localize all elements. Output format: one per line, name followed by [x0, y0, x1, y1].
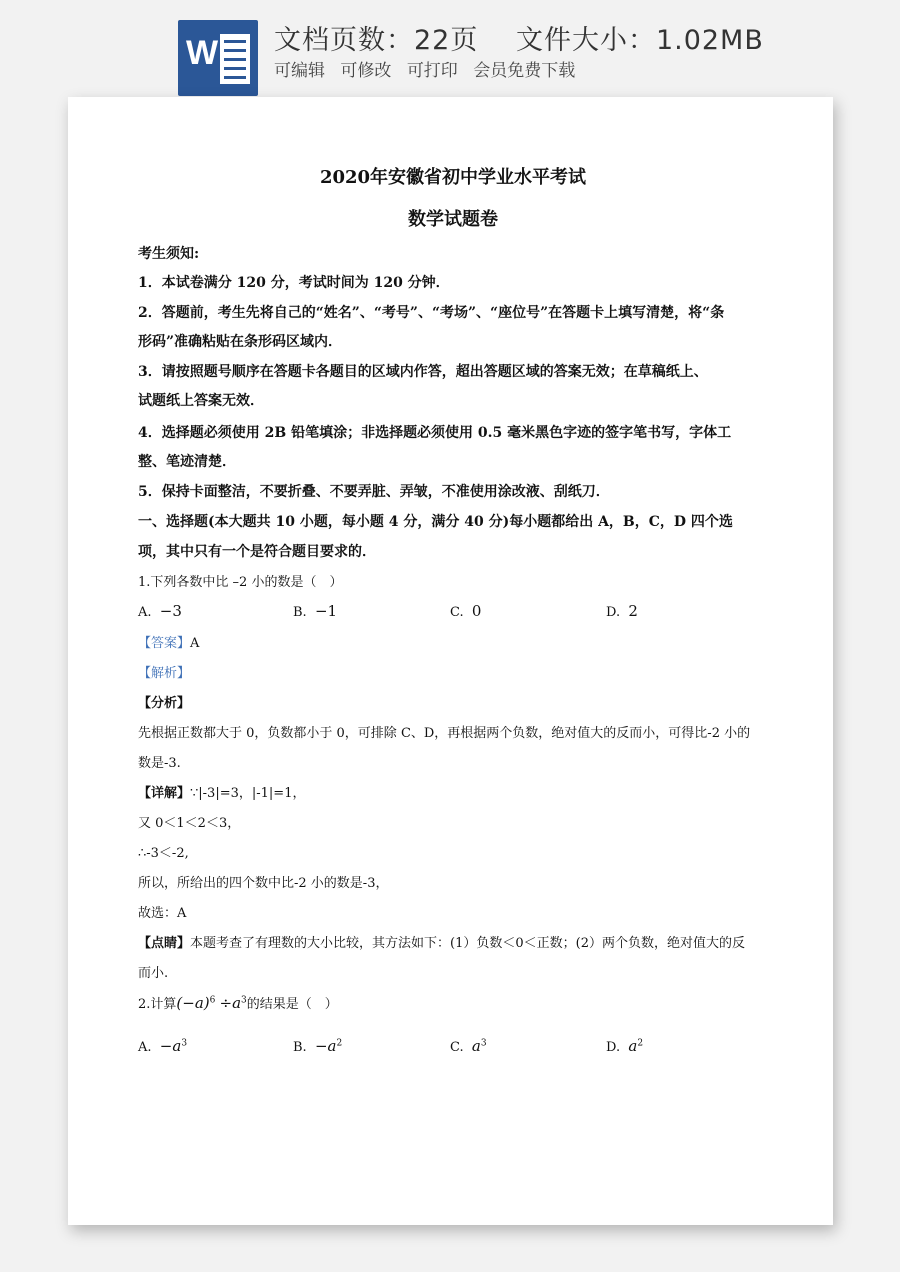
q1-detail-line: 故选：A — [138, 906, 187, 921]
notice-heading: 考生须知: — [138, 246, 200, 262]
q1-option-d: D. 2 — [606, 602, 638, 620]
notice-item: 形码”准确粘贴在条形码区域内． — [138, 334, 343, 350]
q2-option-a: A. $-a^3$ — [138, 1037, 188, 1055]
q1-option-b: B. −1 — [293, 602, 338, 620]
q1-comment: 【点睛】本题考查了有理数的大小比较，其方法如下：(1）负数＜0＜正数；(2）两个负数，绝对值大的反 — [138, 936, 745, 951]
notice-item: 2．答题前，考生先将自己的“姓名”、“考号”、“考场”、“座位号”在答题卡上填写清楚，将“条 — [138, 305, 725, 321]
q1-comment-line: 而小. — [138, 966, 169, 981]
q1-option-c: C. 0 — [450, 602, 482, 620]
feature-modifiable: 可修改 — [340, 61, 392, 81]
q1-analysis-tag: 【解析】 — [138, 666, 191, 681]
feature-printable: 可打印 — [406, 61, 458, 81]
feature-editable: 可编辑 — [274, 61, 325, 81]
q1-fenxi-tag: 【分析】 — [138, 696, 191, 711]
document-page — [68, 97, 833, 1225]
document-stats: 文档页数：22页 文件大小：1.02MB — [274, 25, 764, 56]
q1-detail-line: 又 0＜1＜2＜3， — [138, 816, 241, 831]
notice-item: 整、笔迹清楚． — [138, 454, 236, 470]
exam-title: 2020年安徽省初中学业水平考试 — [319, 167, 587, 188]
feature-list — [274, 56, 585, 81]
q1-detail-line: ∴-3＜-2, — [138, 846, 189, 861]
notice-item: 3．请按照题号顺序在答题卡各题目的区域内作答，超出答题区域的答案无效；在草稿纸上、 — [138, 364, 708, 380]
q2-option-c: C. $a^3$ — [450, 1037, 487, 1055]
q2-option-b: B. $-a^2$ — [293, 1037, 343, 1055]
q1-option-a: A. −3 — [138, 602, 182, 620]
document-info-banner — [0, 0, 900, 100]
notice-item: 5．保持卡面整洁，不要折叠、不要弄脏、弄皱，不准使用涂改液、刮纸刀． — [138, 484, 610, 500]
word-document-icon: W — [178, 20, 258, 96]
question-2-stem: 2.计算$(-a)^6 \div a^3$的结果是（ ） — [138, 994, 338, 1012]
q1-answer: 【答案】A — [138, 636, 200, 651]
section-heading: 项，其中只有一个是符合题目要求的． — [138, 544, 376, 560]
question-1-stem: 1.下列各数中比 –2 小的数是（ ） — [138, 575, 343, 590]
notice-item: 试题纸上答案无效． — [138, 393, 264, 409]
q2-option-d: D. $a^2$ — [606, 1037, 644, 1055]
exam-subtitle: 数学试题卷 — [408, 209, 498, 230]
q1-detail-line: 所以，所给出的四个数中比-2 小的数是-3， — [138, 876, 389, 891]
section-heading: 一、选择题(本大题共 10 小题，每小题 4 分，满分 40 分)每小题都给出 A，B，C，D 四个选 — [138, 514, 733, 530]
q1-fenxi-text: 数是-3. — [138, 756, 181, 771]
q1-detail: 【详解】∵|-3|=3，|-1|=1， — [138, 786, 306, 801]
feature-member-download: 会员免费下载 — [473, 61, 576, 81]
q1-fenxi-text: 先根据正数都大于 0，负数都小于 0，可排除 C、D，再根据两个负数，绝对值大的反而小，可得比-2 小的 — [138, 726, 751, 741]
notice-item: 1．本试卷满分 120 分，考试时间为 120 分钟． — [138, 275, 450, 291]
notice-item: 4．选择题必须使用 2B 铅笔填涂；非选择题必须使用 0.5 毫米黑色字迹的签字笔书写，字体工 — [138, 425, 732, 441]
